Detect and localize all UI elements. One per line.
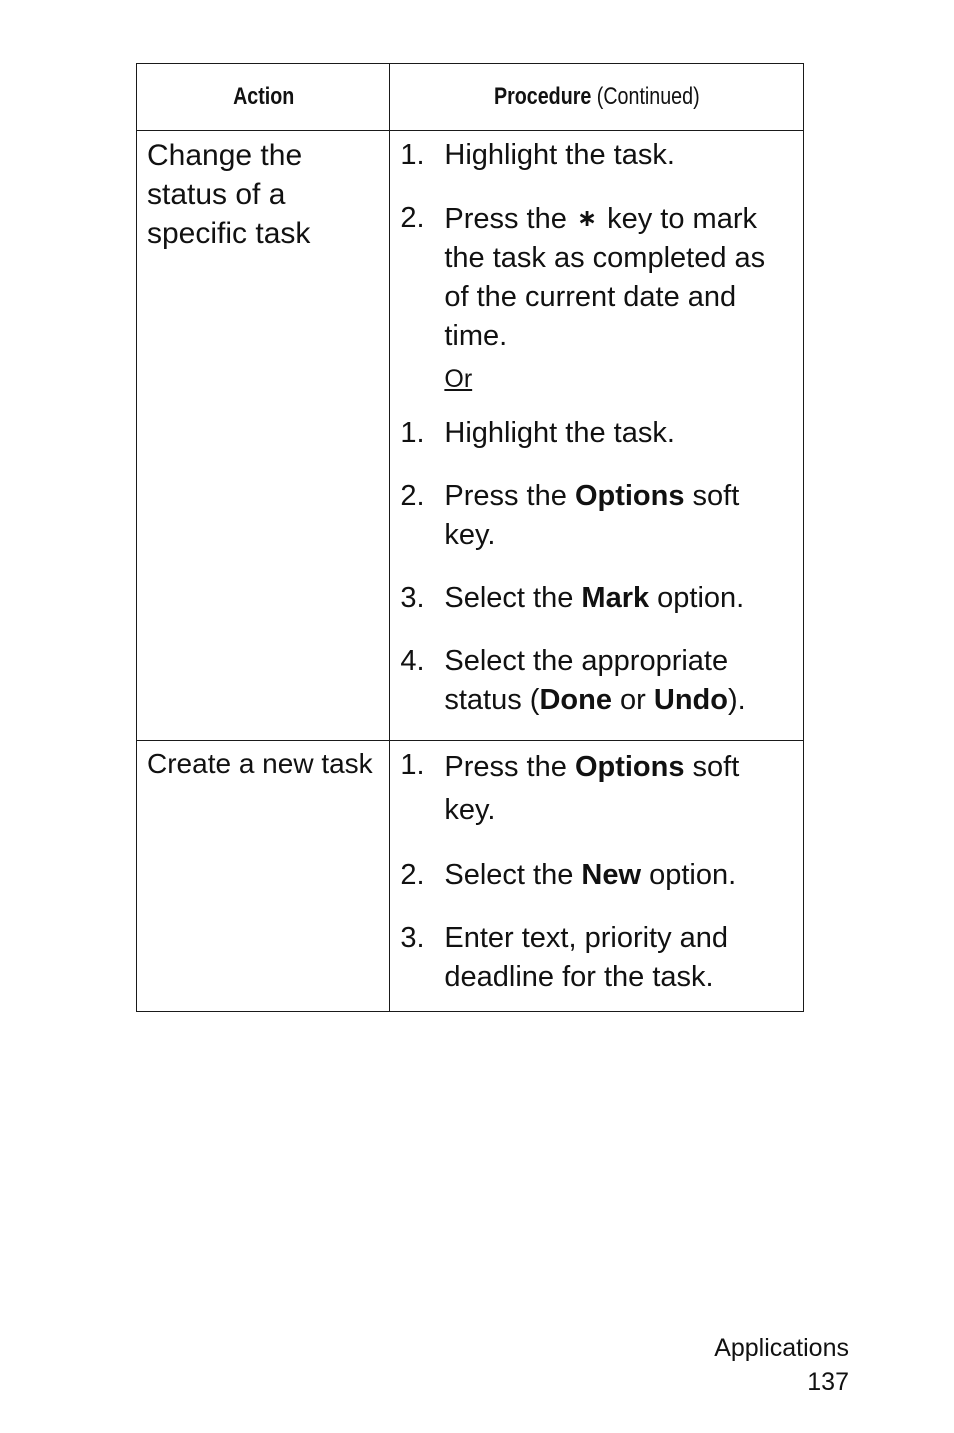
- star-key-icon: ∗: [576, 205, 598, 232]
- done-status-label: Done: [539, 684, 612, 716]
- action-cell-change-status: Change the status of a specific task: [137, 131, 390, 741]
- step-text: [444, 199, 791, 393]
- step-text-post: key to mark the task as completed as of the current date and time.: [444, 203, 766, 352]
- step-text-post: soft key.: [444, 751, 740, 826]
- step-text: [444, 746, 791, 832]
- step-text-post: soft key.: [444, 480, 740, 551]
- step-item: [398, 856, 791, 895]
- step-item: [398, 414, 791, 453]
- step-number: 1.: [400, 139, 425, 171]
- step-text-pre: Press the: [444, 480, 575, 512]
- step-text-pre: Press the: [444, 203, 567, 235]
- options-softkey-label: Options: [574, 480, 685, 512]
- step-text: [444, 856, 791, 895]
- table-row: [137, 131, 804, 741]
- step-text-pre: Select the: [444, 582, 582, 614]
- step-number: 2.: [400, 859, 425, 891]
- table-header-row: [137, 64, 804, 131]
- undo-status-label: Undo: [653, 684, 728, 716]
- step-text-pre: Select the: [444, 859, 582, 891]
- table-row: [137, 741, 804, 1012]
- mark-option-label: Mark: [581, 582, 650, 614]
- page-footer: [714, 1331, 849, 1399]
- step-item: [398, 136, 791, 175]
- step-text-post: option.: [641, 859, 737, 891]
- step-item: [398, 199, 791, 393]
- header-action: [159, 64, 367, 131]
- procedure-table: [136, 63, 804, 1012]
- step-number: 4.: [400, 645, 425, 677]
- step-item: [398, 642, 791, 720]
- step-item: [398, 477, 791, 555]
- step-item: [398, 919, 791, 997]
- step-text: [444, 579, 791, 618]
- or-separator: Or: [444, 365, 473, 393]
- header-procedure-suffix: (Continued): [591, 83, 700, 110]
- procedure-cell-change-status: [390, 131, 804, 741]
- step-text: Highlight the task.: [444, 139, 675, 171]
- step-number: 1.: [400, 417, 425, 449]
- step-item: [398, 579, 791, 618]
- options-softkey-label: Options: [574, 751, 685, 783]
- step-number: 3.: [400, 582, 425, 614]
- page-number: 137: [807, 1368, 849, 1396]
- step-number: 3.: [400, 922, 425, 954]
- step-text: [444, 477, 791, 555]
- step-number: 2.: [400, 202, 425, 234]
- step-text-pre: Press the: [444, 751, 575, 783]
- step-text: [444, 642, 791, 720]
- section-name: Applications: [714, 1334, 849, 1362]
- step-text-pre: Select the appropriate status (: [444, 645, 729, 716]
- step-text-mid: or: [611, 684, 654, 716]
- step-text-post: ).: [727, 684, 746, 716]
- action-cell-create-task: Create a new task: [137, 741, 390, 1012]
- header-procedure: [427, 64, 766, 131]
- header-action-label: Action: [232, 83, 294, 110]
- step-text-post: option.: [649, 582, 745, 614]
- step-item: [398, 746, 791, 832]
- new-option-label: New: [581, 859, 642, 891]
- step-number: 1.: [400, 749, 425, 781]
- step-text: Highlight the task.: [444, 417, 675, 449]
- header-procedure-label: Procedure: [493, 83, 592, 110]
- procedure-cell-create-task: [390, 741, 804, 1012]
- step-number: 2.: [400, 480, 425, 512]
- step-text: Enter text, priority and deadline for the task.: [444, 922, 729, 993]
